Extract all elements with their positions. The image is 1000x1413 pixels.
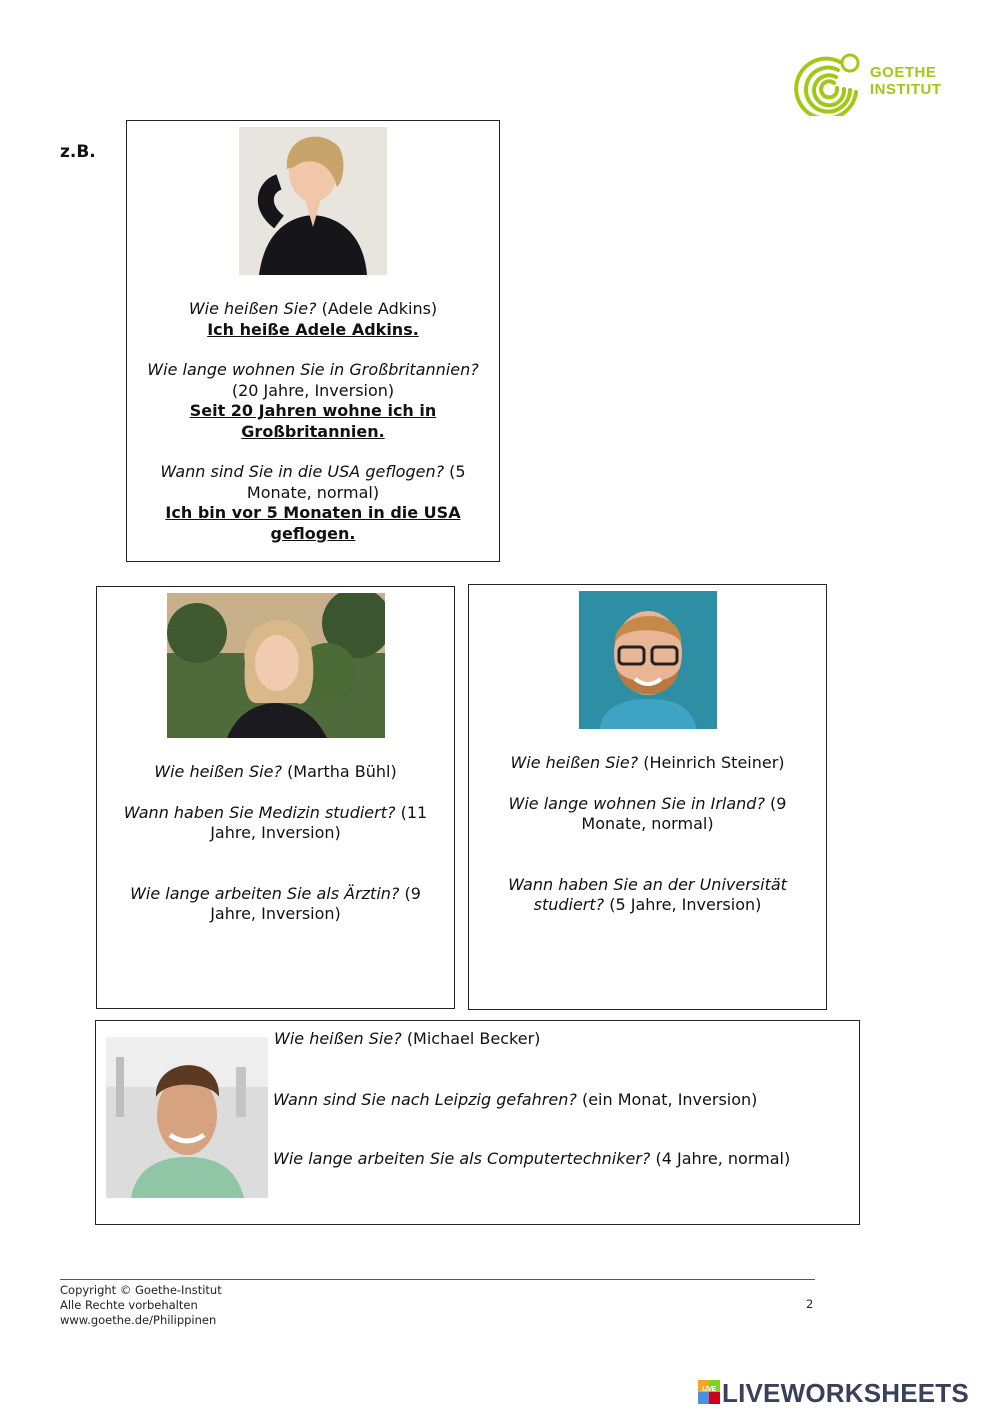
- q-duration: Wie lange arbeiten Sie als Computertechniker?: [273, 1149, 651, 1168]
- card-heinrich: [468, 584, 827, 1010]
- answer: Seit 20 Jahren wohne ich in Großbritannien.: [189, 401, 437, 441]
- q-when: Wann sind Sie nach Leipzig gefahren?: [273, 1090, 577, 1109]
- watermark-text: LIVEWORKSHEETS: [722, 1378, 969, 1408]
- footer-rights: Alle Rechte vorbehalten: [60, 1298, 198, 1312]
- card-adele: [126, 120, 500, 562]
- q-duration: Wie lange wohnen Sie in Irland?: [508, 793, 765, 813]
- goethe-logo: [794, 50, 944, 116]
- q-when: Wann haben Sie an der Universität studiert?: [508, 874, 787, 914]
- answer: Ich heiße Adele Adkins.: [207, 319, 419, 339]
- hint: (Heinrich Steiner): [643, 753, 785, 772]
- q-when: Wann sind Sie in die USA geflogen?: [160, 462, 445, 481]
- hint: (11 Jahre, Inversion): [210, 802, 428, 842]
- portrait-woman-icon: [167, 593, 385, 738]
- page-number: 2: [806, 1297, 814, 1311]
- photo-heinrich: [579, 591, 717, 729]
- answer: Ich bin vor 5 Monaten in die USA geflogen.: [165, 503, 461, 543]
- hint: (9 Monate, normal): [581, 793, 787, 833]
- footer-rule: [60, 1279, 815, 1280]
- portrait-man-icon: [106, 1037, 268, 1198]
- photo-martha: [167, 593, 385, 738]
- photo-michael: [106, 1037, 268, 1198]
- q-name: Wie heißen Sie?: [154, 762, 282, 781]
- hint: (9 Jahre, Inversion): [210, 883, 421, 923]
- example-label: z.B.: [60, 142, 96, 162]
- goethe-logo-icon: [794, 50, 864, 116]
- hint: (20 Jahre, Inversion): [231, 380, 395, 400]
- hint: (ein Monat, Inversion): [581, 1090, 758, 1109]
- footer-copyright: Copyright © Goethe-Institut: [60, 1283, 222, 1297]
- card-martha: [96, 586, 455, 1009]
- portrait-man-icon: [579, 591, 717, 729]
- hint: (Adele Adkins): [321, 299, 438, 318]
- footer: [60, 1283, 222, 1328]
- q-duration: Wie lange arbeiten Sie als Ärztin?: [130, 883, 400, 903]
- hint: (Martha Bühl): [287, 762, 397, 781]
- hint: (Michael Becker): [406, 1029, 541, 1048]
- portrait-woman-icon: [239, 127, 387, 275]
- card-michael: [95, 1020, 860, 1225]
- goethe-logo-line1: GOETHE: [870, 64, 937, 81]
- q-duration: Wie lange wohnen Sie in Großbritannien?: [147, 360, 479, 379]
- footer-url: www.goethe.de/Philippinen: [60, 1313, 217, 1327]
- q-name: Wie heißen Sie?: [274, 1029, 402, 1048]
- hint: (4 Jahre, normal): [655, 1149, 791, 1168]
- hint: (5 Jahre, Inversion): [609, 895, 762, 914]
- photo-adele: [239, 127, 387, 275]
- hint: (5 Monate, normal): [246, 462, 466, 502]
- q-name: Wie heißen Sie?: [510, 753, 639, 772]
- live-badge-text: LIVE: [702, 1386, 716, 1393]
- q-name: Wie heißen Sie?: [188, 299, 317, 318]
- goethe-logo-line2: INSTITUT: [870, 81, 942, 98]
- q-when: Wann haben Sie Medizin studiert?: [123, 802, 396, 822]
